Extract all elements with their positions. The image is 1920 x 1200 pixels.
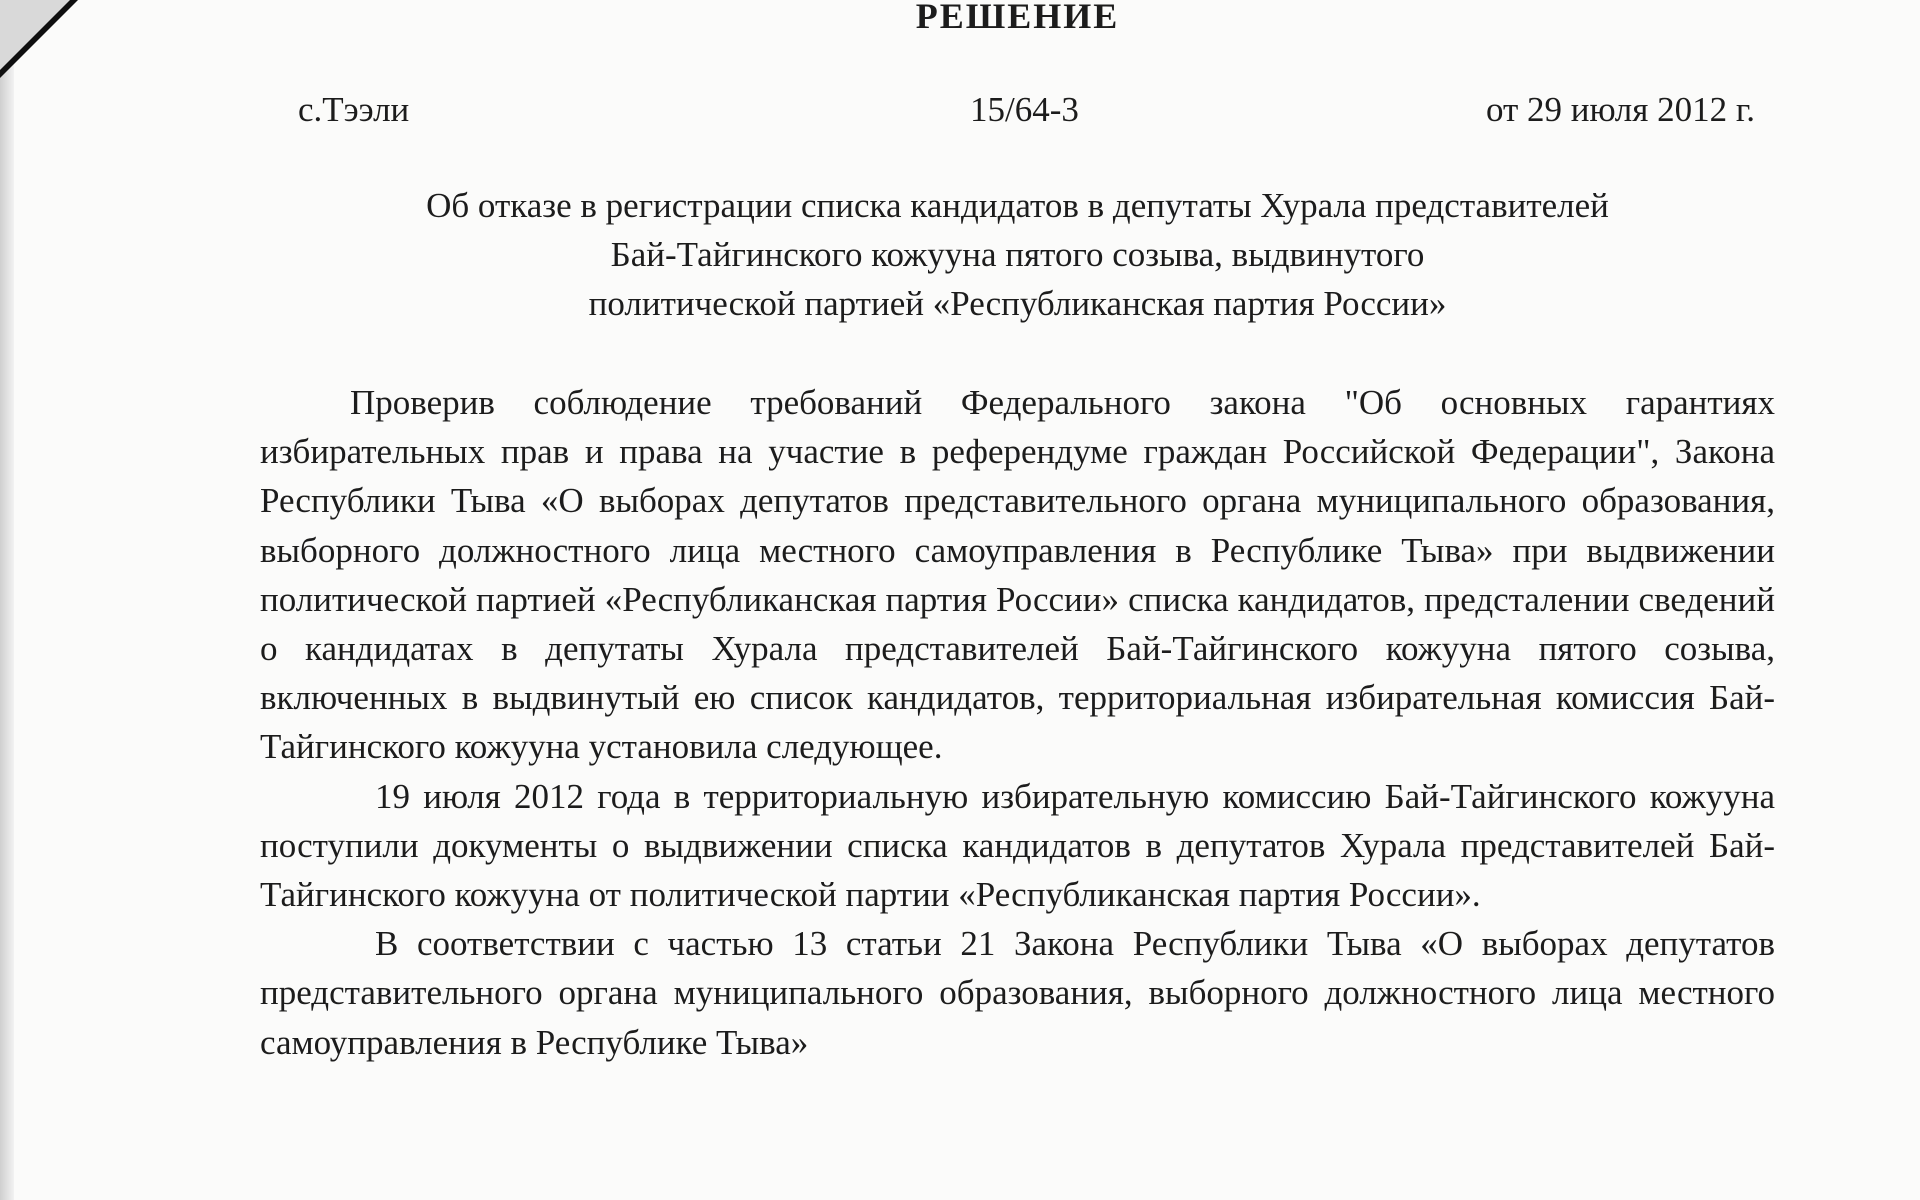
subject-line: Бай-Тайгинского кожууна пятого созыва, выдвинутого <box>610 235 1425 274</box>
body-paragraph: В соответствии с частью 13 статьи 21 Закона Республики Тыва «О выборах депутатов представительного органа муниципального образования, выборного должностного лица местного самоуправления в Республике Тыва» <box>260 924 1775 1062</box>
body-paragraph: Проверив соблюдение требований Федерального закона "Об основных гарантиях избирательных прав и права на участие в референдуме граждан Российской Федерации", Закона Республики Тыва «О выборах депутатов представительного органа муниципального образования, выборного должностного лица местного самоуправления в Республике Тыва» при выдвижении политической партией «Республиканская партия России» списка кандидатов, предсталении сведений о кандидатах в депутаты Хурала представителей Бай-Тайгинского кожууна пятого созыва, включенных в выдвинутый ею список кандидатов, территориальная избирательная комиссия Бай-Тайгинского кожууна установила следующее. <box>260 383 1775 767</box>
document-date: от 29 июля 2012 г. <box>1485 90 1755 129</box>
document-subject <box>260 181 1775 328</box>
body-paragraph: 19 июля 2012 года в территориальную избирательную комиссию Бай-Тайгинского кожууна поступили документы о выдвижении списка кандидатов в депутатов Хурала представителей Бай-Тайгинского кожууна от политической партии «Республиканская партия России». <box>260 776 1775 915</box>
document-number: 15/64-3 <box>970 90 1079 129</box>
subject-line: Об отказе в регистрации списка кандидатов в депутаты Хурала представителей <box>426 186 1609 225</box>
page-left-edge-shadow <box>0 0 14 1200</box>
document-page <box>260 0 1775 1200</box>
folded-corner-paper <box>0 0 70 70</box>
document-title: РЕШЕНИЕ <box>915 0 1120 36</box>
document-meta-row <box>260 86 1775 134</box>
document-place: с.Тээли <box>298 90 410 129</box>
document-body <box>260 378 1775 1067</box>
subject-line: политической партией «Республиканская партия России» <box>588 284 1447 323</box>
